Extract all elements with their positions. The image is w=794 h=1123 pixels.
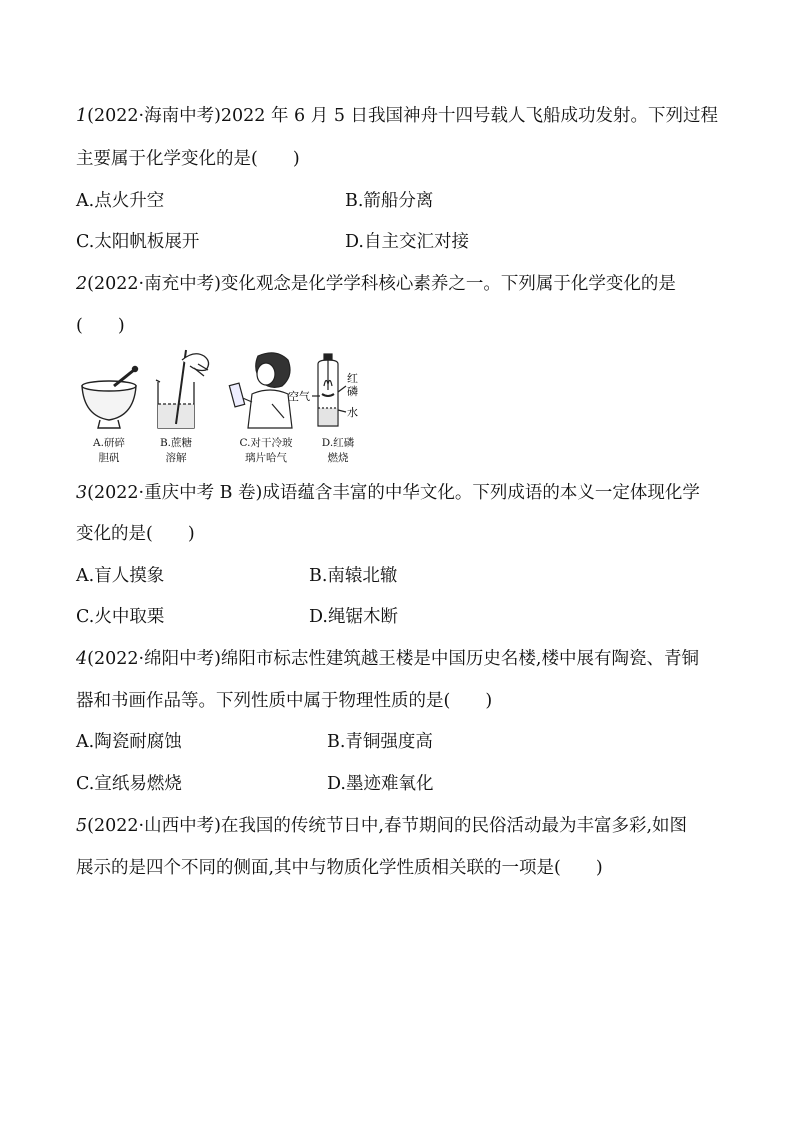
mortar-pestle-icon: [82, 367, 138, 429]
option-a: A.点火升空: [76, 191, 165, 211]
option-b: B.箭船分离: [345, 191, 434, 211]
question-4-line-1: [76, 647, 699, 671]
caption-line-1: C.对干冷玻: [239, 437, 293, 449]
option-c: C.太阳帆板展开: [76, 232, 200, 252]
question-text: (2022·绵阳中考)绵阳市标志性建筑越王楼是中国历史名楼,楼中展有陶瓷、青铜: [87, 649, 699, 669]
question-4-line-2: 器和书画作品等。下列性质中属于物理性质的是( ): [76, 691, 493, 711]
label-phosphorus: 磷: [347, 385, 358, 398]
caption-a: [79, 436, 139, 466]
label-air: 空气: [288, 390, 310, 403]
option-a: A.陶瓷耐腐蚀: [76, 732, 182, 752]
caption-b: [146, 436, 206, 466]
question-1-line-1: [76, 104, 718, 128]
label-water: 水: [347, 406, 358, 419]
caption-line-1: A.研碎: [93, 437, 125, 449]
caption-line-1: D.红磷: [321, 437, 355, 449]
option-d: D.墨迹难氧化: [327, 774, 434, 794]
caption-line-2: 璃片哈气: [245, 452, 287, 464]
caption-d: [308, 436, 368, 466]
phosphorus-jar-icon: [312, 354, 346, 426]
label-red: 红: [347, 372, 358, 385]
caption-line-2: 燃烧: [327, 452, 349, 464]
option-c: C.宣纸易燃烧: [76, 774, 182, 794]
option-c: C.火中取栗: [76, 607, 165, 627]
question-3-line-2: 变化的是( ): [76, 524, 195, 544]
option-b: B.青铜强度高: [327, 732, 433, 752]
option-d: D.绳锯木断: [309, 607, 398, 627]
girl-breathing-icon: [229, 353, 292, 428]
option-a: A.盲人摸象: [76, 566, 165, 586]
question-2-line-1: [76, 272, 676, 296]
question-5-line-1: [76, 814, 687, 838]
question-text: (2022·重庆中考 B 卷)成语蕴含丰富的中华文化。下列成语的本义一定体现化学: [87, 483, 700, 503]
question-number: 2: [76, 274, 88, 294]
question-2-figure: [76, 346, 376, 470]
question-text: (2022·海南中考)2022 年 6 月 5 日我国神舟十四号载人飞船成功发射。下列过程: [87, 106, 719, 126]
question-text: (2022·南充中考)变化观念是化学学科核心素养之一。下列属于化学变化的是: [87, 274, 676, 294]
caption-line-2: 溶解: [165, 452, 187, 464]
beaker-stirring-icon: [156, 350, 209, 428]
question-1-line-2: 主要属于化学变化的是( ): [76, 149, 300, 169]
question-text: (2022·山西中考)在我国的传统节日中,春节期间的民俗活动最为丰富多彩,如图: [87, 816, 688, 836]
question-number: 5: [76, 816, 88, 836]
question-5-line-2: 展示的是四个不同的侧面,其中与物质化学性质相关联的一项是( ): [76, 858, 603, 878]
caption-line-2: 胆矾: [98, 452, 120, 464]
option-d: D.自主交汇对接: [345, 232, 469, 252]
caption-c: [236, 436, 296, 466]
question-3-line-1: [76, 481, 700, 505]
option-b: B.南辕北辙: [309, 566, 398, 586]
question-number: 1: [76, 106, 88, 126]
question-2-line-2: ( ): [76, 316, 125, 336]
figure-illustrations: [76, 346, 376, 436]
caption-line-1: B.蔗糖: [159, 437, 193, 449]
question-number: 3: [76, 483, 88, 503]
question-number: 4: [76, 649, 88, 669]
